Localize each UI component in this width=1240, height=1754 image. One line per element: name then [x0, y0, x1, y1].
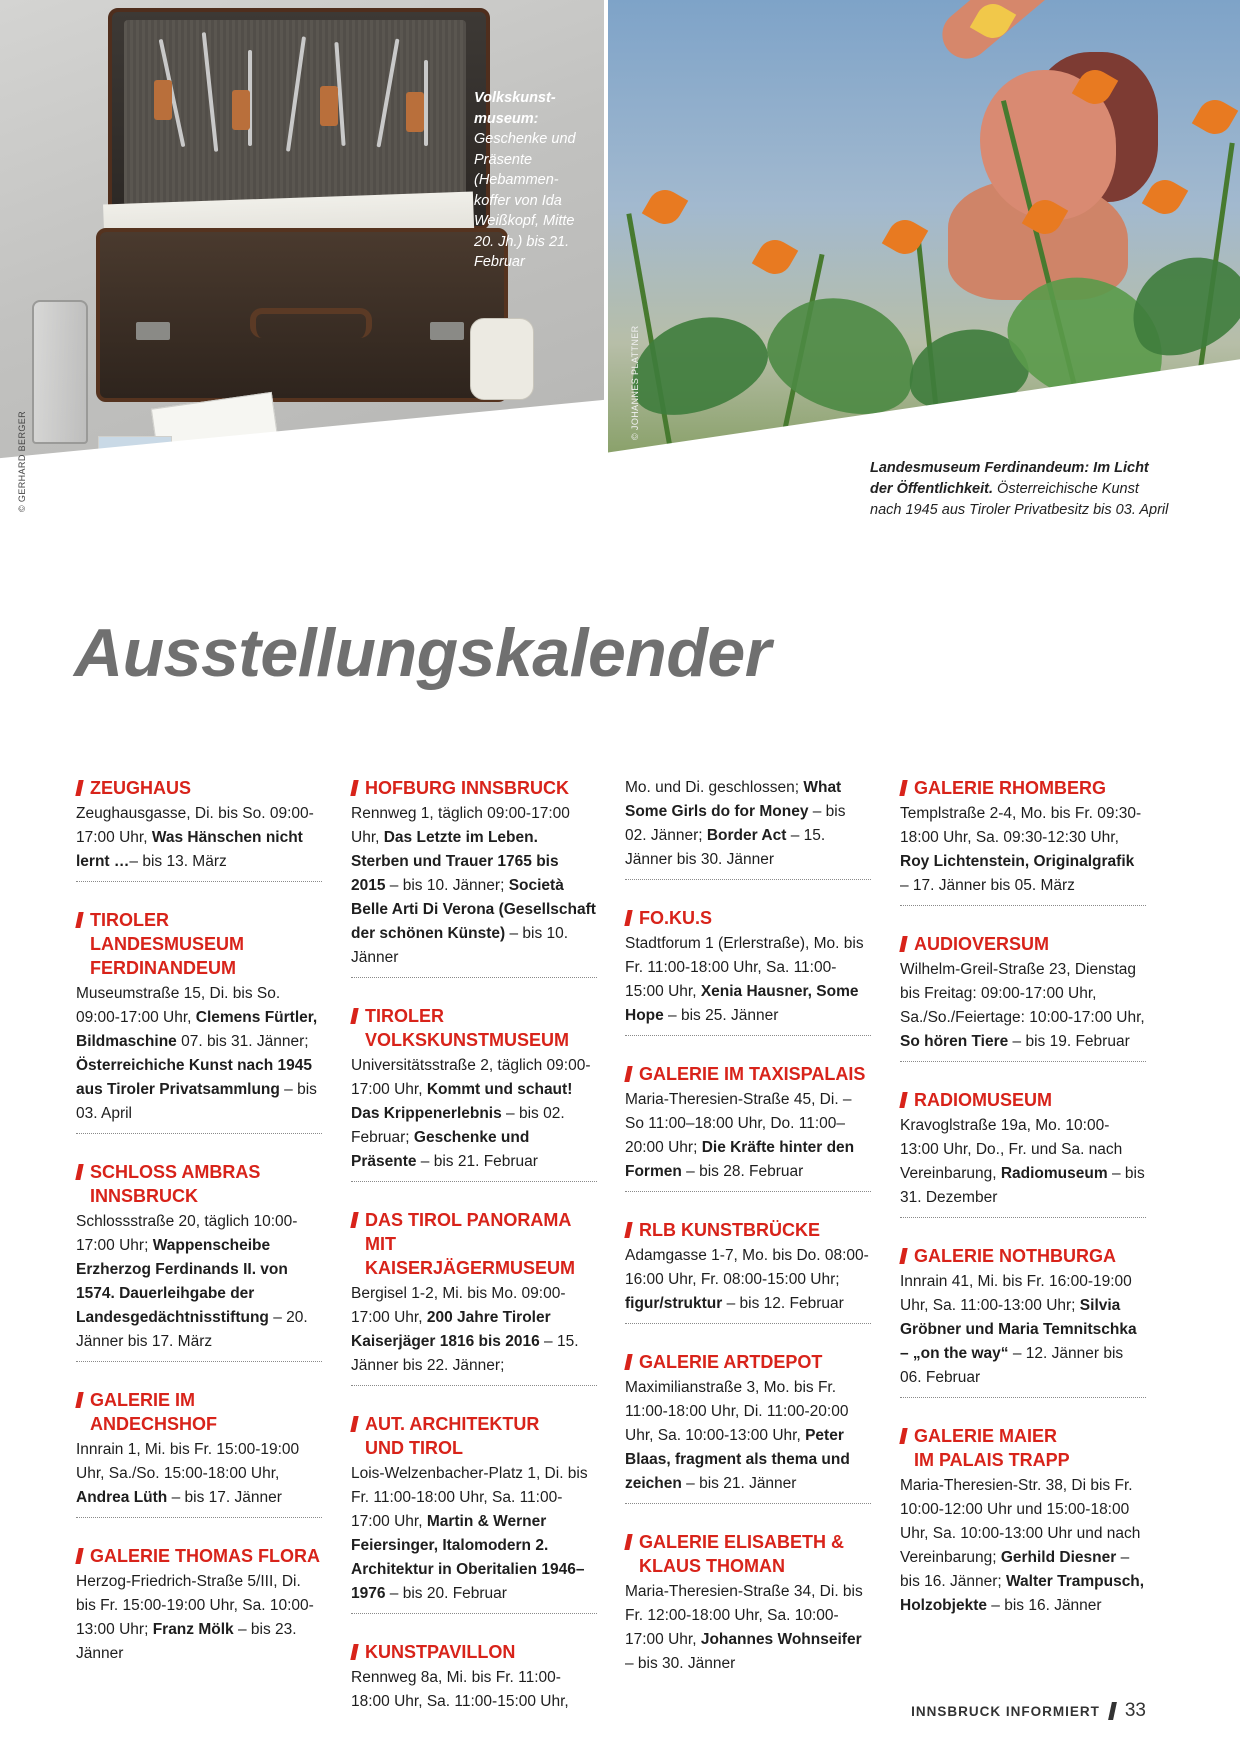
calendar-entry	[76, 1388, 322, 1518]
exhibition-title: Österreichiche Kunst nach 1945 aus Tiroler Privatsammlung	[76, 1057, 313, 1098]
exhibition-title: Franz Mölk	[152, 1621, 234, 1638]
calendar-entry	[76, 908, 322, 1134]
calendar-entry	[900, 776, 1146, 906]
suitcase-instrument-panel	[124, 20, 466, 206]
slash-icon	[624, 1354, 632, 1370]
exhibition-title: Geschenke und Präsente	[351, 1129, 530, 1170]
entry-text: – bis 02. Jänner;	[625, 803, 846, 844]
entry-details	[900, 802, 1146, 898]
slash-icon	[75, 1164, 83, 1180]
entry-details	[625, 776, 871, 872]
entry-details	[900, 1114, 1146, 1210]
cloth-pouch	[470, 318, 534, 400]
slash-icon	[624, 910, 632, 926]
calendar-entry	[900, 1244, 1146, 1398]
venue-name	[351, 1640, 597, 1664]
entry-text: – bis 25. Jänner	[663, 1007, 779, 1024]
entry-text: Rennweg 1, täglich 09:00-17:00 Uhr,	[351, 805, 570, 846]
slash-icon	[624, 1534, 632, 1550]
entry-text: Mo. und Di. geschlossen;	[625, 779, 804, 796]
venue-name-line: GALERIE MAIER	[914, 1426, 1058, 1446]
entry-text: Schlossstraße 20, täglich 10:00-17:00 Uhr;	[76, 1213, 298, 1254]
page-number: 33	[1124, 1700, 1146, 1721]
venue-name-line: DAS TIROL PANORAMA MIT	[365, 1210, 571, 1254]
venue-name-line: SCHLOSS AMBRAS	[90, 1162, 261, 1182]
venue-name	[351, 1412, 597, 1460]
venue-name	[76, 776, 322, 800]
venue-name-line: IM PALAIS TRAPP	[914, 1450, 1070, 1470]
entry-details	[625, 932, 871, 1028]
slash-icon	[350, 1008, 358, 1024]
entry-details	[76, 1438, 322, 1510]
publication-name: INNSBRUCK INFORMIERT	[911, 1703, 1100, 1719]
entry-details	[351, 802, 597, 970]
glass-bottle	[32, 300, 88, 444]
exhibition-title: 200 Jahre Tiroler Kaiserjäger 1816 bis 2016	[351, 1309, 551, 1350]
entry-text: Innrain 41, Mi. bis Fr. 16:00-19:00 Uhr, Sa. 11:00-13:00 Uhr;	[900, 1273, 1132, 1314]
entry-text: Bergisel 1-2, Mi. bis Mo. 09:00-17:00 Uhr,	[351, 1285, 566, 1326]
slash-icon	[75, 1392, 83, 1408]
entry-details	[900, 1270, 1146, 1390]
latch	[430, 322, 464, 340]
calendar-entry	[76, 1160, 322, 1362]
entry-details	[76, 802, 322, 874]
entry-text: Universitätsstraße 2, täglich 09:00-17:00 Uhr,	[351, 1057, 591, 1098]
venue-name-line: KUNSTPAVILLON	[365, 1642, 516, 1662]
entry-details	[351, 1462, 597, 1606]
venue-name	[351, 776, 597, 800]
exhibition-title: Johannes Wohnseifer	[700, 1631, 862, 1648]
entry-text: Wilhelm-Greil-Straße 23, Dienstag bis Freitag: 09:00-17:00 Uhr, Sa./So./Feiertage: 10:00-17:00 Uhr,	[900, 961, 1145, 1026]
caption-right-title: Landesmuseum Ferdinandeum: Im Licht der Öffentlichkeit.	[870, 460, 1149, 497]
entry-details	[900, 958, 1146, 1054]
venue-name-line: GALERIE IM TAXISPALAIS	[639, 1064, 866, 1084]
entry-text: Herzog-Friedrich-Straße 5/III, Di. bis Fr. 15:00-19:00 Uhr, Sa. 10:00-13:00 Uhr;	[76, 1573, 314, 1638]
venue-name-line: TIROLER	[365, 1006, 444, 1026]
caption-left-title: Volkskunstmuseum:	[474, 90, 556, 127]
venue-name	[900, 1088, 1146, 1112]
venue-name	[900, 776, 1146, 800]
latch	[136, 322, 170, 340]
column-2	[351, 776, 597, 1747]
venue-name-line: ZEUGHAUS	[90, 778, 192, 798]
entry-text: – bis 12. Februar	[722, 1295, 844, 1312]
entry-text: Maria-Theresien-Straße 34, Di. bis Fr. 12:00-18:00 Uhr, Sa. 10:00-17:00 Uhr,	[625, 1583, 863, 1648]
entry-details	[351, 1054, 597, 1174]
entry-text: – 17. Jänner bis 05. März	[900, 877, 1075, 894]
exhibition-title: Wappenscheibe Erzherzog Ferdinands II. von 1574. Dauerleihgabe der Landesgedächtnisstiftung	[76, 1237, 288, 1326]
slash-icon	[75, 912, 83, 928]
venue-name-line: GALERIE ELISABETH &	[639, 1532, 845, 1552]
calendar-entry	[900, 1424, 1146, 1625]
exhibition-title: So hören Tiere	[900, 1033, 1009, 1050]
exhibition-title: Border Act	[706, 827, 787, 844]
venue-name	[351, 1208, 597, 1280]
venue-name	[76, 908, 322, 980]
entry-text: – bis 13. März	[129, 853, 227, 870]
venue-name-line: AUT. ARCHITEKTUR	[365, 1414, 540, 1434]
exhibition-title: Gerhild Diesner	[1000, 1549, 1117, 1566]
caption-left	[474, 88, 578, 273]
calendar-entry	[351, 1640, 597, 1721]
slash-icon	[350, 1212, 358, 1228]
venue-name	[76, 1388, 322, 1436]
exhibition-title: Roy Lichtenstein, Originalgrafik	[900, 853, 1135, 870]
entry-text: – bis 21. Jänner	[681, 1475, 797, 1492]
entry-text: Museumstraße 15, Di. bis So. 09:00-17:00 Uhr,	[76, 985, 281, 1026]
entry-text: Maximilianstraße 3, Mo. bis Fr. 11:00-18:00 Uhr, Di. 11:00-20:00 Uhr, Sa. 10:00-13:00 Uhr,	[625, 1379, 849, 1444]
entry-text: Innrain 1, Mi. bis Fr. 15:00-19:00 Uhr, Sa./So. 15:00-18:00 Uhr,	[76, 1441, 300, 1482]
page-title: Ausstellungskalender	[74, 615, 771, 691]
slash-icon	[350, 1644, 358, 1660]
column-3	[625, 776, 871, 1709]
venue-name-line: KLAUS THOMAN	[639, 1556, 785, 1576]
slash-icon	[350, 1416, 358, 1432]
calendar-entry	[625, 1530, 871, 1683]
calendar-entry	[351, 1208, 597, 1386]
venue-name	[900, 1424, 1146, 1472]
entry-details	[76, 1210, 322, 1354]
suitcase-handle	[250, 308, 372, 338]
diagonal-cut	[0, 393, 604, 518]
exhibition-title: Andrea Lüth	[76, 1489, 168, 1506]
entry-text: – bis 16. Jänner	[986, 1597, 1102, 1614]
entry-text: – bis 21. Februar	[416, 1153, 538, 1170]
venue-name-line: KAISERJÄGERMUSEUM	[365, 1258, 576, 1278]
entry-text: – bis 31. Dezember	[900, 1165, 1145, 1206]
slash-icon	[899, 1092, 907, 1108]
exhibition-title: Kommt und schaut! Das Krippenerlebnis	[351, 1081, 573, 1122]
slash-icon	[899, 936, 907, 952]
venue-name	[625, 1218, 871, 1242]
entry-text: – bis 20. Februar	[385, 1585, 507, 1602]
caption-right-text: Österreichische Kunst nach 1945 aus Tiroler Privatbesitz bis 03. April	[870, 481, 1169, 518]
entry-text: – bis 17. Jänner	[167, 1489, 282, 1506]
venue-name	[625, 1530, 871, 1578]
venue-name-line: GALERIE THOMAS FLORA	[90, 1546, 320, 1566]
venue-name-line: TIROLER LANDESMUSEUM	[90, 910, 245, 954]
entry-details	[625, 1088, 871, 1184]
exhibition-title: Walter Trampusch, Holzobjekte	[900, 1573, 1145, 1614]
entry-text: – bis 02. Februar;	[351, 1105, 565, 1146]
entry-text: Adamgasse 1-7, Mo. bis Do. 08:00-16:00 Uhr, Fr. 08:00-15:00 Uhr;	[625, 1247, 869, 1288]
entry-details	[76, 1570, 322, 1666]
calendar-entry	[900, 1088, 1146, 1218]
entry-text: Templstraße 2-4, Mo. bis Fr. 09:30-18:00 Uhr, Sa. 09:30-12:30 Uhr,	[900, 805, 1142, 846]
calendar-entry	[625, 776, 871, 880]
column-4	[900, 776, 1146, 1651]
entry-text: Zeughausgasse, Di. bis So. 09:00-17:00 Uhr,	[76, 805, 314, 846]
exhibition-title: Clemens Fürtler, Bildmaschine	[76, 1009, 318, 1050]
entry-text: 07. bis 31. Jänner;	[176, 1033, 309, 1050]
entry-text: Rennweg 8a, Mi. bis Fr. 11:00-18:00 Uhr, Sa. 11:00-15:00 Uhr,	[351, 1669, 569, 1710]
caption-left-text: Geschenke und Präsente (Hebammenkoffer von Ida Weißkopf, Mitte 20. Jh.) bis 21. Februar	[474, 131, 576, 270]
entry-text: – bis 10. Jänner	[351, 925, 569, 966]
slash-icon	[899, 1428, 907, 1444]
exhibition-title: Was Hänschen nicht lernt …	[76, 829, 303, 870]
entry-text: – bis 23. Jänner	[76, 1621, 297, 1662]
exhibition-title: Martin & Werner Feiersinger, Italomodern 2. Architektur in Oberitalien 1946–1976	[351, 1513, 585, 1602]
exhibition-title: Xenia Hausner, Some Hope	[625, 983, 859, 1024]
exhibition-title: Radiomuseum	[1000, 1165, 1108, 1182]
exhibition-title: Silvia Gröbner und Maria Temnitschka – „on the way“	[900, 1297, 1137, 1362]
venue-name-line: GALERIE IM ANDECHSHOF	[90, 1390, 218, 1434]
venue-name-line: RADIOMUSEUM	[914, 1090, 1052, 1110]
exhibition-title: Società Belle Arti Di Verona (Gesellschaft der schönen Künste)	[351, 877, 596, 942]
entry-text: – bis 30. Jänner	[625, 1655, 736, 1672]
calendar-entry	[351, 1412, 597, 1614]
calendar-entry	[76, 1544, 322, 1673]
entry-details	[625, 1376, 871, 1496]
calendar-entry	[351, 776, 597, 978]
entry-details	[351, 1282, 597, 1378]
entry-text: – bis 10. Jänner;	[385, 877, 509, 894]
slash-icon	[899, 1248, 907, 1264]
entry-text: – bis 19. Februar	[1008, 1033, 1130, 1050]
venue-name-line: INNSBRUCK	[90, 1186, 198, 1206]
entry-text: – bis 03. April	[76, 1081, 317, 1122]
venue-name	[900, 932, 1146, 956]
venue-name	[76, 1544, 322, 1568]
slash-icon	[350, 780, 358, 796]
calendar-entry	[900, 932, 1146, 1062]
venue-name	[625, 1062, 871, 1086]
exhibition-title: Peter Blaas, fragment als thema und zeichen	[625, 1427, 850, 1492]
caption-right	[870, 458, 1170, 521]
calendar-entry	[351, 1004, 597, 1182]
entry-text: – 15. Jänner bis 22. Jänner;	[351, 1333, 579, 1374]
entry-text: Maria-Theresien-Straße 45, Di. – So 11:00–18:00 Uhr, Do. 11:00–20:00 Uhr;	[625, 1091, 852, 1156]
entry-text: – bis 28. Februar	[681, 1163, 804, 1180]
venue-name	[900, 1244, 1146, 1268]
entry-text: Kravoglstraße 19a, Mo. 10:00-13:00 Uhr, Do., Fr. und Sa. nach Vereinbarung,	[900, 1117, 1123, 1182]
calendar-entry	[625, 906, 871, 1036]
entry-details	[625, 1580, 871, 1676]
entry-text: – bis 16. Jänner;	[900, 1549, 1130, 1590]
venue-name	[625, 906, 871, 930]
venue-name-line: RLB KUNSTBRÜCKE	[639, 1220, 820, 1240]
page-footer	[911, 1700, 1146, 1722]
entry-details	[625, 1244, 871, 1316]
venue-name-line: UND TIROL	[365, 1438, 463, 1458]
photo-hebammenkoffer	[0, 0, 604, 518]
venue-name-line: FERDINANDEUM	[90, 958, 236, 978]
exhibition-title: What Some Girls do for Money	[625, 779, 842, 820]
venue-name-line: FO.KU.S	[639, 908, 713, 928]
venue-name-line: GALERIE ARTDEPOT	[639, 1352, 823, 1372]
entry-text: – 15. Jänner bis 30. Jänner	[625, 827, 826, 868]
venue-name-line: HOFBURG INNSBRUCK	[365, 778, 569, 798]
column-1	[76, 776, 322, 1699]
slash-icon	[624, 1222, 632, 1238]
exhibition-title: Die Kräfte hinter den Formen	[625, 1139, 855, 1180]
venue-name-line: AUDIOVERSUM	[914, 934, 1050, 954]
venue-name-line: VOLKSKUNSTMUSEUM	[365, 1030, 570, 1050]
photo-credit-right: © JOHANNES PLATTNER	[630, 325, 640, 440]
entry-text: – 20. Jänner bis 17. März	[76, 1309, 308, 1350]
entry-details	[900, 1474, 1146, 1618]
calendar-entry	[625, 1062, 871, 1192]
venue-name-line: GALERIE NOTHBURGA	[914, 1246, 1116, 1266]
venue-name-line: GALERIE RHOMBERG	[914, 778, 1107, 798]
exhibition-title: figur/struktur	[625, 1295, 723, 1312]
entry-text: – 12. Jänner bis 06. Februar	[900, 1345, 1124, 1386]
calendar-entry	[625, 1218, 871, 1324]
entry-details	[351, 1666, 597, 1714]
entry-text: Stadtforum 1 (Erlerstraße), Mo. bis Fr. 11:00-18:00 Uhr, Sa. 11:00-15:00 Uhr,	[625, 935, 864, 1000]
exhibition-title: Das Letzte im Leben. Sterben und Trauer 1765 bis 2015	[351, 829, 559, 894]
slash-icon	[899, 780, 907, 796]
entry-details	[76, 982, 322, 1126]
venue-name	[351, 1004, 597, 1052]
venue-name	[625, 1350, 871, 1374]
entry-text: Maria-Theresien-Str. 38, Di bis Fr. 10:00-12:00 Uhr und 15:00-18:00 Uhr, Sa. 10:00-13:00 Uhr und nach Vereinbarung;	[900, 1477, 1141, 1566]
slash-icon	[624, 1066, 632, 1082]
entry-text: Lois-Welzenbacher-Platz 1, Di. bis Fr. 11:00-18:00 Uhr, Sa. 11:00-17:00 Uhr,	[351, 1465, 588, 1530]
slash-icon	[1108, 1702, 1117, 1720]
calendar-entry	[625, 1350, 871, 1504]
venue-name	[76, 1160, 322, 1208]
slash-icon	[75, 780, 83, 796]
photo-painting	[608, 0, 1240, 458]
calendar-entry	[76, 776, 322, 882]
photo-credit-left: © GERHARD BERGER	[17, 410, 27, 512]
slash-icon	[75, 1548, 83, 1564]
